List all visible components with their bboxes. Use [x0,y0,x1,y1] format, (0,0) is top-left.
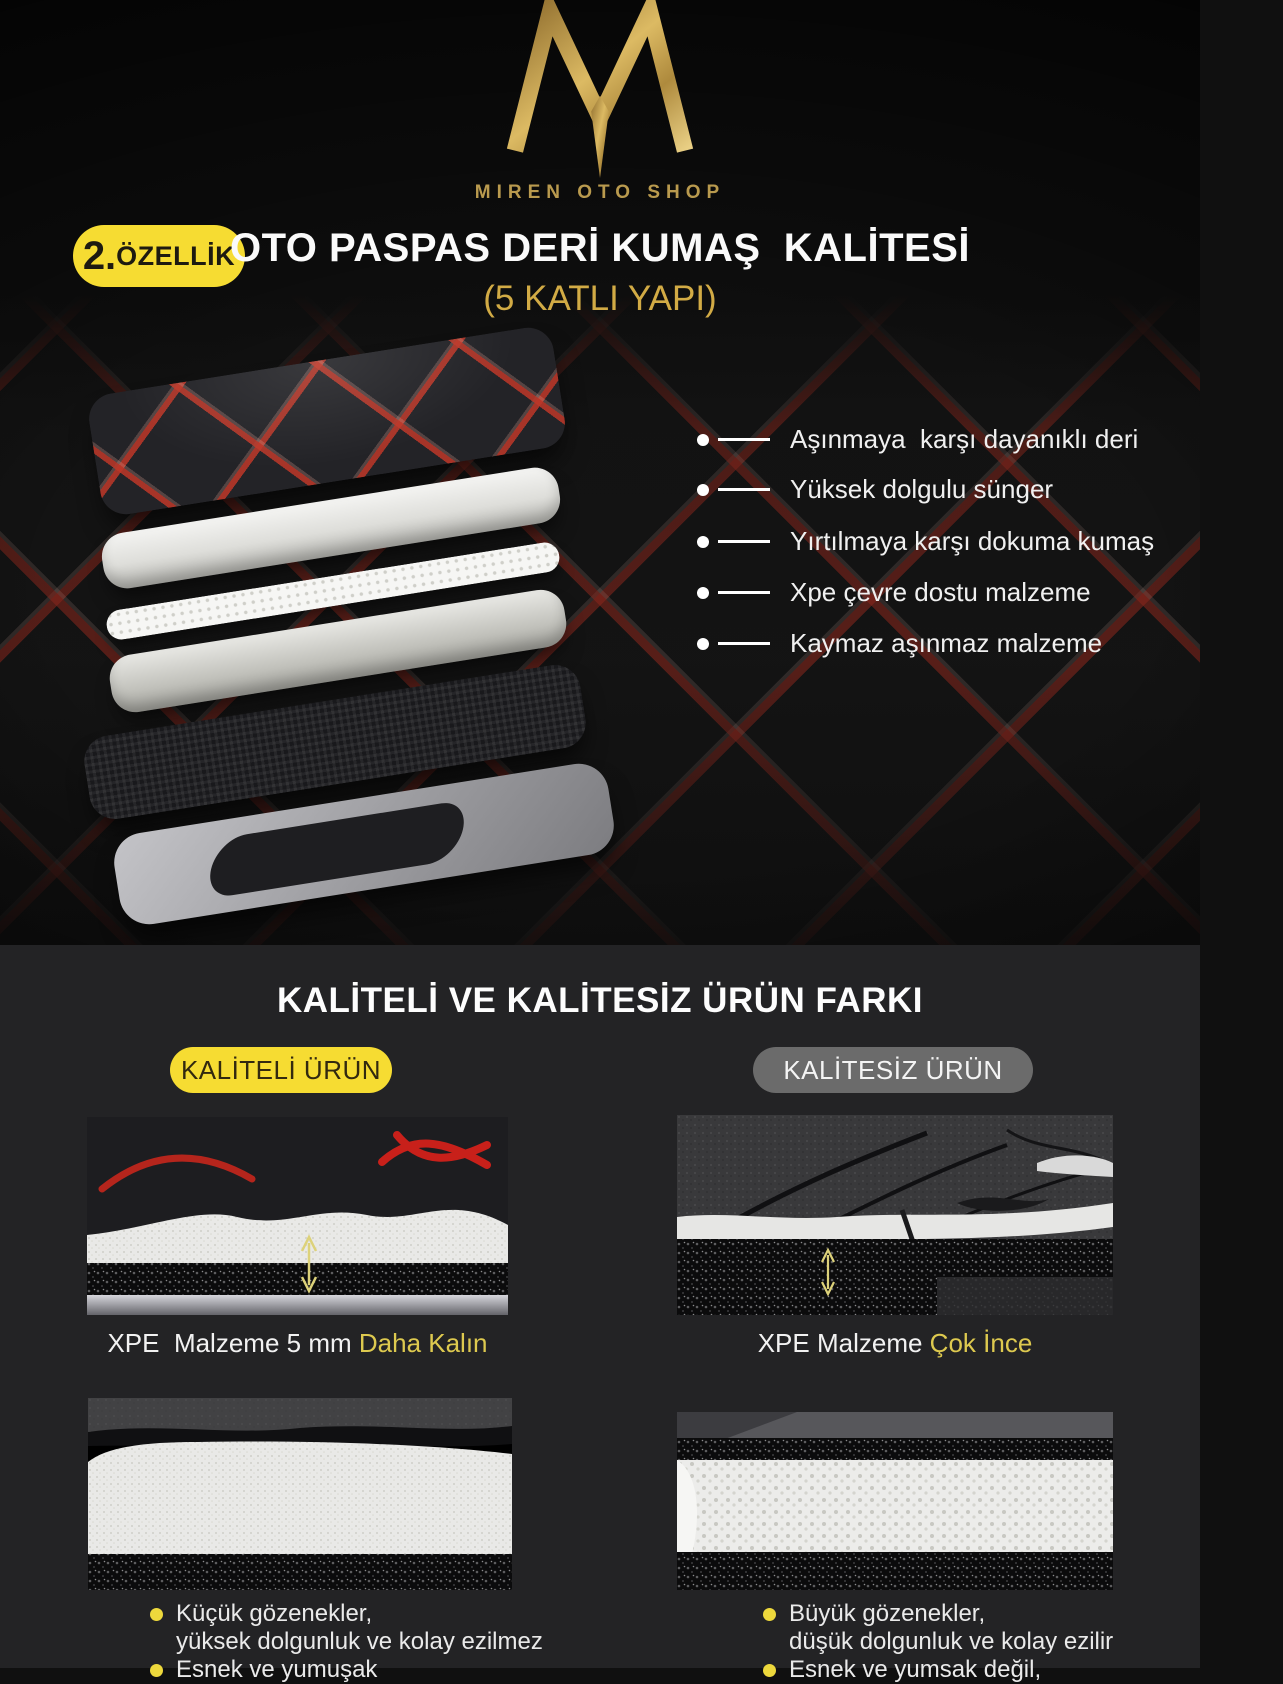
callout-antislip [697,628,1102,659]
quality-product-badge: KALİTELİ ÜRÜN [170,1047,392,1093]
antislip-notch [204,799,470,900]
callout-dot-icon [697,484,709,496]
callout-xpe [697,577,1091,608]
list-item [150,1600,670,1628]
bullet-text: Küçük gözenekler, [176,1600,373,1627]
comparison-title: KALİTELİ VE KALİTESİZ ÜRÜN FARKI [277,981,923,1020]
quality-foam-photo [88,1398,512,1590]
brand-name: MIREN OTO SHOP [474,182,726,203]
callout-line [718,591,770,594]
page-title: OTO PASPAS DERİ KUMAŞ KALİTESİ [229,226,970,270]
callout-label: Xpe çevre dostu malzeme [790,577,1091,607]
list-item [150,1656,670,1684]
low-quality-cross-section-photo [677,1115,1113,1315]
caption-text: XPE Malzeme [757,1328,930,1358]
callout-dot-icon [697,536,709,548]
callout-line [718,488,770,491]
bullet-text: yüksek dolgunluk ve kolay ezilmez [176,1628,543,1655]
callout-label: Yırtılmaya karşı dokuma kumaş [790,526,1155,556]
callout-label: Yüksek dolgulu sünger [790,474,1054,504]
callout-line [718,642,770,645]
callout-line [718,438,770,441]
quality-cross-section-photo [87,1117,508,1315]
bullet-text: Esnek ve yumsak değil, [789,1656,1042,1683]
bullet-dot-icon [150,1608,163,1621]
callout-leather [697,424,1138,455]
caption-text: XPE Malzeme 5 mm [107,1328,359,1358]
callout-woven [697,526,1154,557]
callout-sponge [697,474,1053,505]
callout-dot-icon [697,638,709,650]
brand-m-icon [485,2,715,178]
callout-label: Aşınmaya karşı dayanıklı deri [790,424,1139,454]
callout-dot-icon [697,587,709,599]
quality-bullets [150,1600,670,1684]
bullet-dot-icon [763,1608,776,1621]
low-quality-product-badge: KALİTESİZ ÜRÜN [753,1047,1033,1093]
caption-highlight: Daha Kalın [358,1328,488,1358]
caption-highlight: Çok İnce [929,1328,1033,1358]
comparison-section [0,945,1200,1683]
list-item [150,1628,670,1656]
list-item [763,1656,1283,1684]
quality-caption [87,1328,508,1359]
callout-label: Kaymaz aşınmaz malzeme [790,628,1103,658]
bullet-dot-icon [150,1664,163,1677]
bullet-text: Esnek ve yumuşak [176,1656,378,1683]
layer-stack-diagram [70,350,630,895]
callout-dot-icon [697,434,709,446]
bullet-text: Büyük gözenekler, [789,1600,986,1627]
feature-badge-number: 2. [82,233,117,278]
page-subtitle: (5 KATLI YAPI) [483,279,717,318]
callout-line [718,540,770,543]
brand-logo [0,0,1200,204]
bullet-dot-icon [763,1664,776,1677]
list-item [763,1600,1283,1628]
low-quality-caption [677,1328,1113,1359]
list-item [763,1628,1283,1656]
bullet-text: düşük dolgunluk ve kolay ezilir [789,1628,1114,1655]
low-quality-foam-photo [677,1412,1113,1590]
feature-badge-label: ÖZELLİK [116,240,236,271]
low-quality-bullets [763,1600,1283,1684]
